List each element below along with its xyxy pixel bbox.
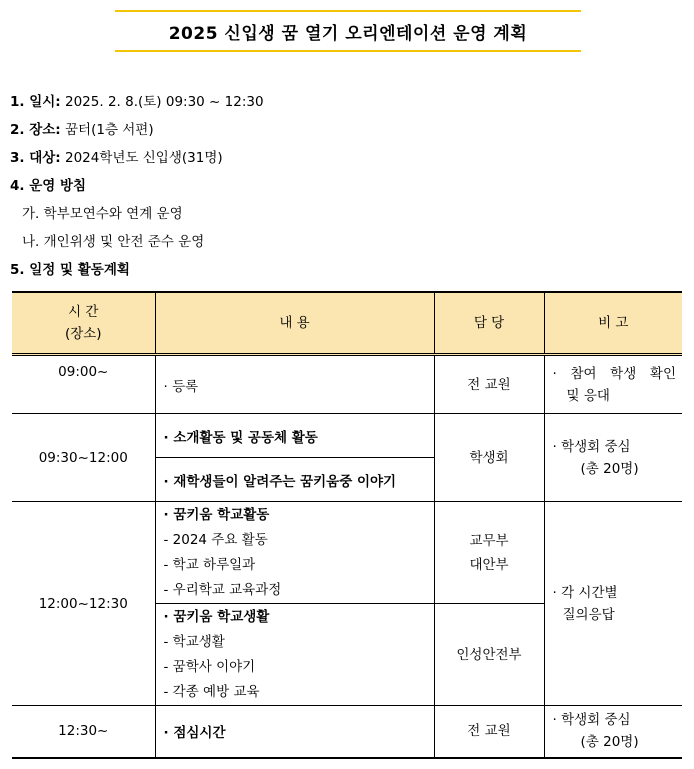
note-line: · 학생회 중심 [552, 438, 631, 455]
table-header-row [12, 292, 682, 355]
place-label: 2. 장소: [10, 122, 61, 138]
header-time-line2: (장소) [64, 326, 102, 342]
table-row [12, 414, 682, 458]
staff-line: 대안부 [469, 556, 509, 573]
info-target [10, 147, 264, 175]
note-cell [544, 502, 682, 706]
policy-item: 나. 개인위생 및 안전 준수 운영 [22, 234, 205, 250]
content-item: - 2024 주요 활동 [163, 531, 268, 548]
date-label: 1. 일시: [10, 94, 61, 110]
schedule-table [12, 291, 682, 759]
content-item: - 학교생활 [163, 633, 225, 650]
content-cell [155, 502, 434, 604]
content-head: · 소개활동 및 공동체 활동 [163, 429, 318, 446]
title-text: 2025 신입생 꿈 열기 오리엔테이션 운영 계획 [168, 23, 528, 44]
header-time [12, 292, 155, 355]
staff-cell: 전 교원 [434, 706, 544, 758]
note-line: · 참여 학생 확인 [552, 365, 676, 382]
header-note: 비 고 [544, 292, 682, 355]
date-value: 2025. 2. 8.(토) 09:30 ~ 12:30 [65, 94, 264, 110]
table-row [12, 502, 682, 604]
time-cell: 12:30~ [12, 706, 155, 758]
note-line: · 학생회 중심 [552, 712, 631, 729]
time-cell: 12:00~12:30 [12, 502, 155, 706]
content-head: · 재학생들이 알려주는 꿈키움중 이야기 [163, 473, 397, 490]
note-cell [544, 414, 682, 502]
target-value: 2024학년도 신입생(31명) [65, 150, 223, 166]
staff-cell: 학생회 [434, 414, 544, 502]
info-section [10, 91, 264, 287]
content-item: - 우리학교 교육과정 [163, 581, 282, 598]
staff-line: 교무부 [469, 532, 509, 549]
content-cell [155, 706, 434, 758]
note-line: · 각 시간별 [552, 584, 618, 601]
schedule-label: 5. 일정 및 활동계획 [10, 262, 130, 278]
info-place [10, 119, 264, 147]
time-cell: 09:30~12:00 [12, 414, 155, 502]
note-line: 및 응대 [566, 387, 610, 404]
content-cell [155, 604, 434, 706]
info-date [10, 91, 264, 119]
document-title [115, 10, 581, 52]
table-row [12, 355, 682, 414]
note-line: 질의응답 [562, 606, 615, 623]
target-label: 3. 대상: [10, 150, 61, 166]
staff-cell: 전 교원 [434, 355, 544, 414]
header-staff: 담 당 [434, 292, 544, 355]
info-schedule [10, 259, 264, 287]
note-line: (총 20명) [580, 460, 639, 477]
policy-label: 4. 운영 방침 [10, 178, 87, 194]
content-item: - 학교 하루일과 [163, 556, 256, 573]
content-item: - 꿈학사 이야기 [163, 658, 256, 675]
note-cell [544, 355, 682, 414]
content-head: · 꿈키움 학교생활 [163, 608, 270, 625]
staff-cell [434, 502, 544, 604]
staff-cell: 인성안전부 [434, 604, 544, 706]
content-head: · 꿈키움 학교활동 [163, 506, 270, 523]
header-time-line1: 시 간 [68, 304, 99, 320]
policy-item: 가. 학부모연수와 연계 운영 [22, 206, 183, 222]
note-line: (총 20명) [580, 734, 639, 751]
content-head: · 점심시간 [163, 725, 226, 742]
content-cell [155, 458, 434, 502]
place-value: 꿈터(1층 서편) [65, 122, 154, 138]
content-cell: · 등록 [155, 355, 434, 414]
time-cell: 09:00~ [12, 355, 155, 414]
note-cell [544, 706, 682, 758]
header-content: 내 용 [155, 292, 434, 355]
content-item: - 각종 예방 교육 [163, 683, 260, 700]
content-cell [155, 414, 434, 458]
table-row [12, 706, 682, 758]
info-policy [10, 175, 264, 203]
